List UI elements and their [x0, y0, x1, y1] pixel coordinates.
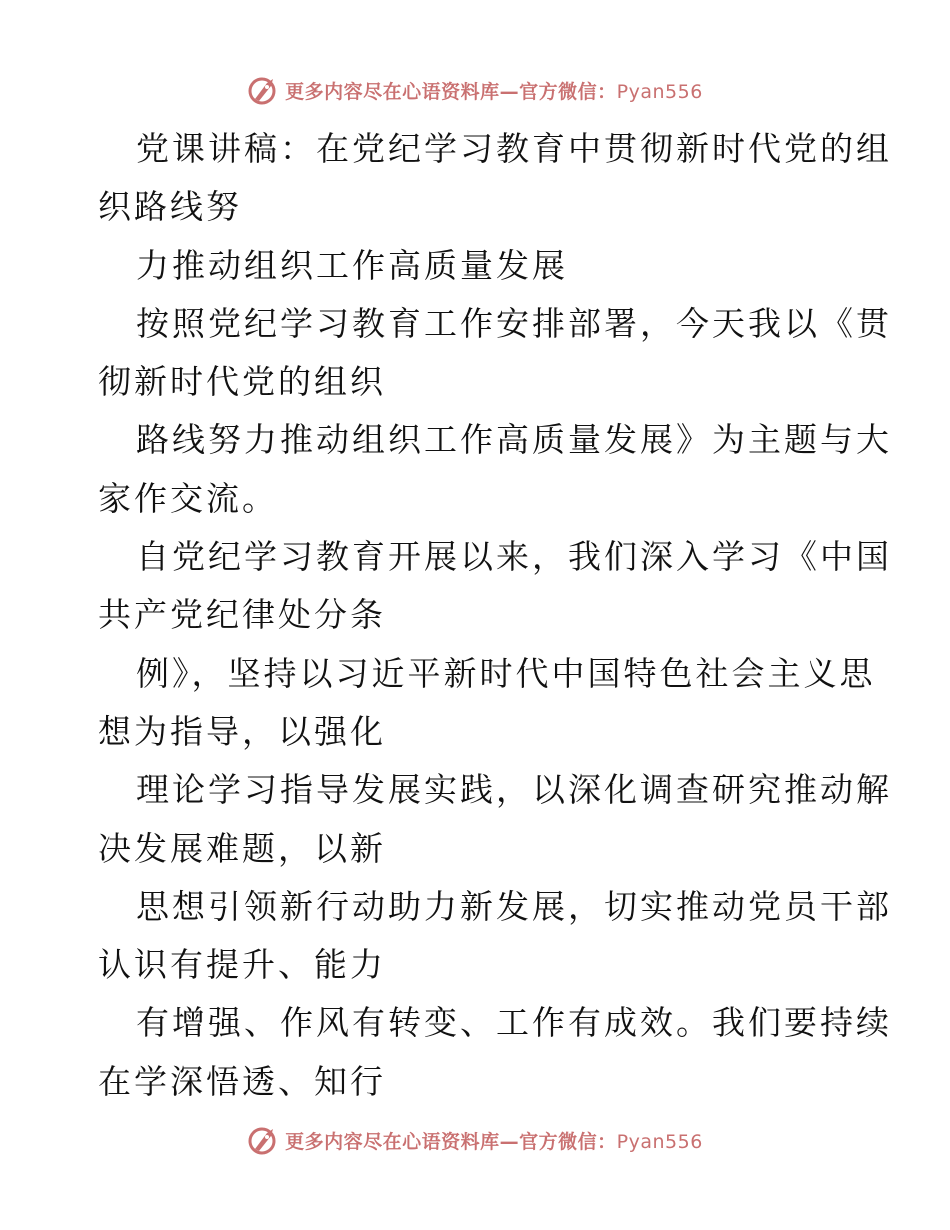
text-line: 决发展难题，以新: [98, 828, 386, 868]
text-line: 理论学习指导发展实践，以深化调查研究推动解: [136, 770, 892, 810]
text-line: 力推动组织工作高质量发展: [136, 245, 568, 285]
text-line: 在学深悟透、知行: [98, 1061, 386, 1101]
pen-nib-circle-icon: [247, 1123, 281, 1157]
watermark-text: [285, 1127, 703, 1154]
watermark-text: [285, 77, 703, 104]
text-line: 思想引领新行动助力新发展，切实推动党员干部: [136, 886, 892, 926]
text-line: 想为指导，以强化: [98, 711, 386, 751]
watermark-wechat-id: Pyan556: [616, 1130, 703, 1153]
pen-nib-circle-icon: [247, 73, 281, 107]
text-line: 有增强、作风有转变、工作有成效。我们要持续: [136, 1003, 892, 1043]
watermark-caption: 更多内容尽在心语资料库—官方微信：: [285, 80, 617, 103]
header-watermark: [0, 68, 950, 112]
text-line: 织路线努: [98, 187, 242, 227]
text-line: 彻新时代党的组织: [98, 362, 386, 402]
text-line: 共产党纪律处分条: [98, 595, 386, 635]
watermark-wechat-id: Pyan556: [616, 80, 703, 103]
document-body: [98, 120, 892, 1111]
watermark-caption: 更多内容尽在心语资料库—官方微信：: [285, 1130, 617, 1153]
text-line: 党课讲稿：在党纪学习教育中贯彻新时代党的组: [136, 129, 892, 168]
footer-watermark: [0, 1118, 950, 1162]
text-line: 认识有提升、能力: [98, 945, 386, 985]
text-line: 自党纪学习教育开展以来，我们深入学习《中国: [136, 537, 892, 577]
text-line: 路线努力推动组织工作高质量发展》为主题与大: [136, 420, 892, 460]
text-line: 家作交流。: [98, 478, 278, 518]
text-line: 按照党纪学习教育工作安排部署，今天我以《贯: [136, 303, 892, 343]
text-line: 例》，坚持以习近平新时代中国特色社会主义思: [136, 653, 876, 693]
